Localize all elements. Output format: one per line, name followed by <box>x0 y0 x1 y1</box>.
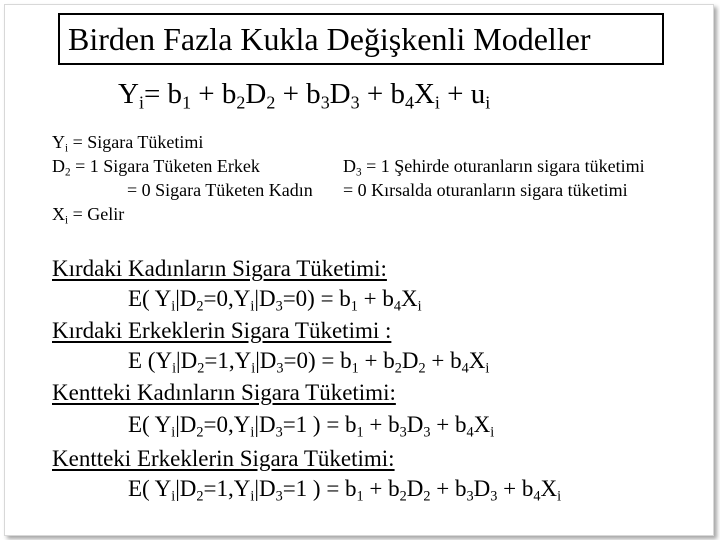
subscript: 2 <box>236 92 246 113</box>
section-heading-rural-men: Kırdaki Erkeklerin Sigara Tüketimi : <box>52 318 392 343</box>
subscript: 3 <box>320 92 330 113</box>
main-regression-equation: $Y_i= b_1 + b_2D_2 + b_3D_3 + b_4X_i + u_i$ <box>118 78 491 113</box>
subscript: 3 <box>275 424 283 441</box>
subscript: 3 <box>356 166 362 179</box>
section-heading-urban-women: Kentteki Kadınların Sigara Tüketimi: <box>52 380 396 405</box>
subscript: i <box>485 360 490 377</box>
subscript: i <box>250 488 255 505</box>
subscript: i <box>65 214 69 227</box>
subscript: 3 <box>423 424 431 441</box>
subscript: 2 <box>196 298 204 315</box>
subscript: i <box>138 92 144 113</box>
subscript: i <box>172 360 177 377</box>
formula-urban-men: E( $Y_i|D_2=1,Y_i|D_3=1$ ) = $b_1 + b_2D_2 + b_3D_3 + b_4X_i$ <box>128 476 562 505</box>
subscript: 1 <box>356 488 364 505</box>
subscript: 2 <box>399 488 407 505</box>
subscript: 2 <box>65 166 71 179</box>
subscript: 4 <box>466 424 474 441</box>
section-heading-urban-men: Kentteki Erkeklerin Sigara Tüketimi: <box>52 446 395 471</box>
subscript: i <box>171 488 176 505</box>
subscript: 3 <box>399 424 407 441</box>
subscript: i <box>417 298 422 315</box>
subscript: i <box>171 424 176 441</box>
subscript: 4 <box>461 360 469 377</box>
section-heading-rural-women: Kırdaki Kadınların Sigara Tüketimi: <box>52 256 387 281</box>
subscript: 2 <box>196 424 204 441</box>
subscript: i <box>171 298 176 315</box>
subscript: 2 <box>197 360 205 377</box>
subscript: i <box>490 424 495 441</box>
subscript: i <box>250 424 255 441</box>
definition-x-income: $X_i$ = Gelir <box>52 204 125 227</box>
subscript: 3 <box>350 92 360 113</box>
subscript: 1 <box>350 298 358 315</box>
subscript: 3 <box>276 360 284 377</box>
subscript: 1 <box>351 360 359 377</box>
definition-d2-female: = 0 Sigara Tüketen Kadın <box>127 180 313 200</box>
definition-y: $Y_i$ = Sigara Tüketimi <box>52 132 204 155</box>
subscript: i <box>250 298 255 315</box>
formula-rural-women: E( $Y_i|D_2=0,Y_i|D_3=0) = b_1 + b_4X_i$ <box>128 286 422 315</box>
subscript: i <box>557 488 562 505</box>
subscript: 3 <box>275 298 283 315</box>
subscript: 2 <box>418 360 426 377</box>
subscript: 4 <box>393 298 402 315</box>
subscript: 1 <box>356 424 364 441</box>
subscript: i <box>434 92 440 113</box>
subscript: i <box>485 92 491 113</box>
definition-d2-male: $D_2 = 1$ Sigara Tüketen Erkek <box>52 156 260 179</box>
subscript: 2 <box>423 488 431 505</box>
subscript: 1 <box>182 92 192 113</box>
subscript: i <box>251 360 256 377</box>
definition-d3-rural: = 0 Kırsalda oturanların sigara tüketimi <box>343 180 628 200</box>
subscript: 4 <box>533 488 541 505</box>
slide-title: Birden Fazla Kukla Değişkenli Modeller <box>58 13 664 65</box>
subscript: 4 <box>404 92 414 113</box>
subscript: 2 <box>266 92 276 113</box>
subscript: 2 <box>196 488 204 505</box>
subscript: 2 <box>394 360 402 377</box>
definition-d3-urban: $D_3 = 1$ Şehirde oturanların sigara tüketimi <box>343 156 645 179</box>
formula-rural-men: E $(Y_i|D_2=1,Y_i|D_3=0) = b_1 + b_2D_2 + b_4X_i$ <box>128 348 490 377</box>
subscript: 3 <box>490 488 498 505</box>
subscript: 3 <box>466 488 474 505</box>
subscript: i <box>65 142 69 155</box>
formula-urban-women: E( $Y_i|D_2=0,Y_i|D_3=1$ ) = $b_1 + b_3D_3 + b_4X_i$ <box>128 412 495 441</box>
subscript: 3 <box>275 488 283 505</box>
